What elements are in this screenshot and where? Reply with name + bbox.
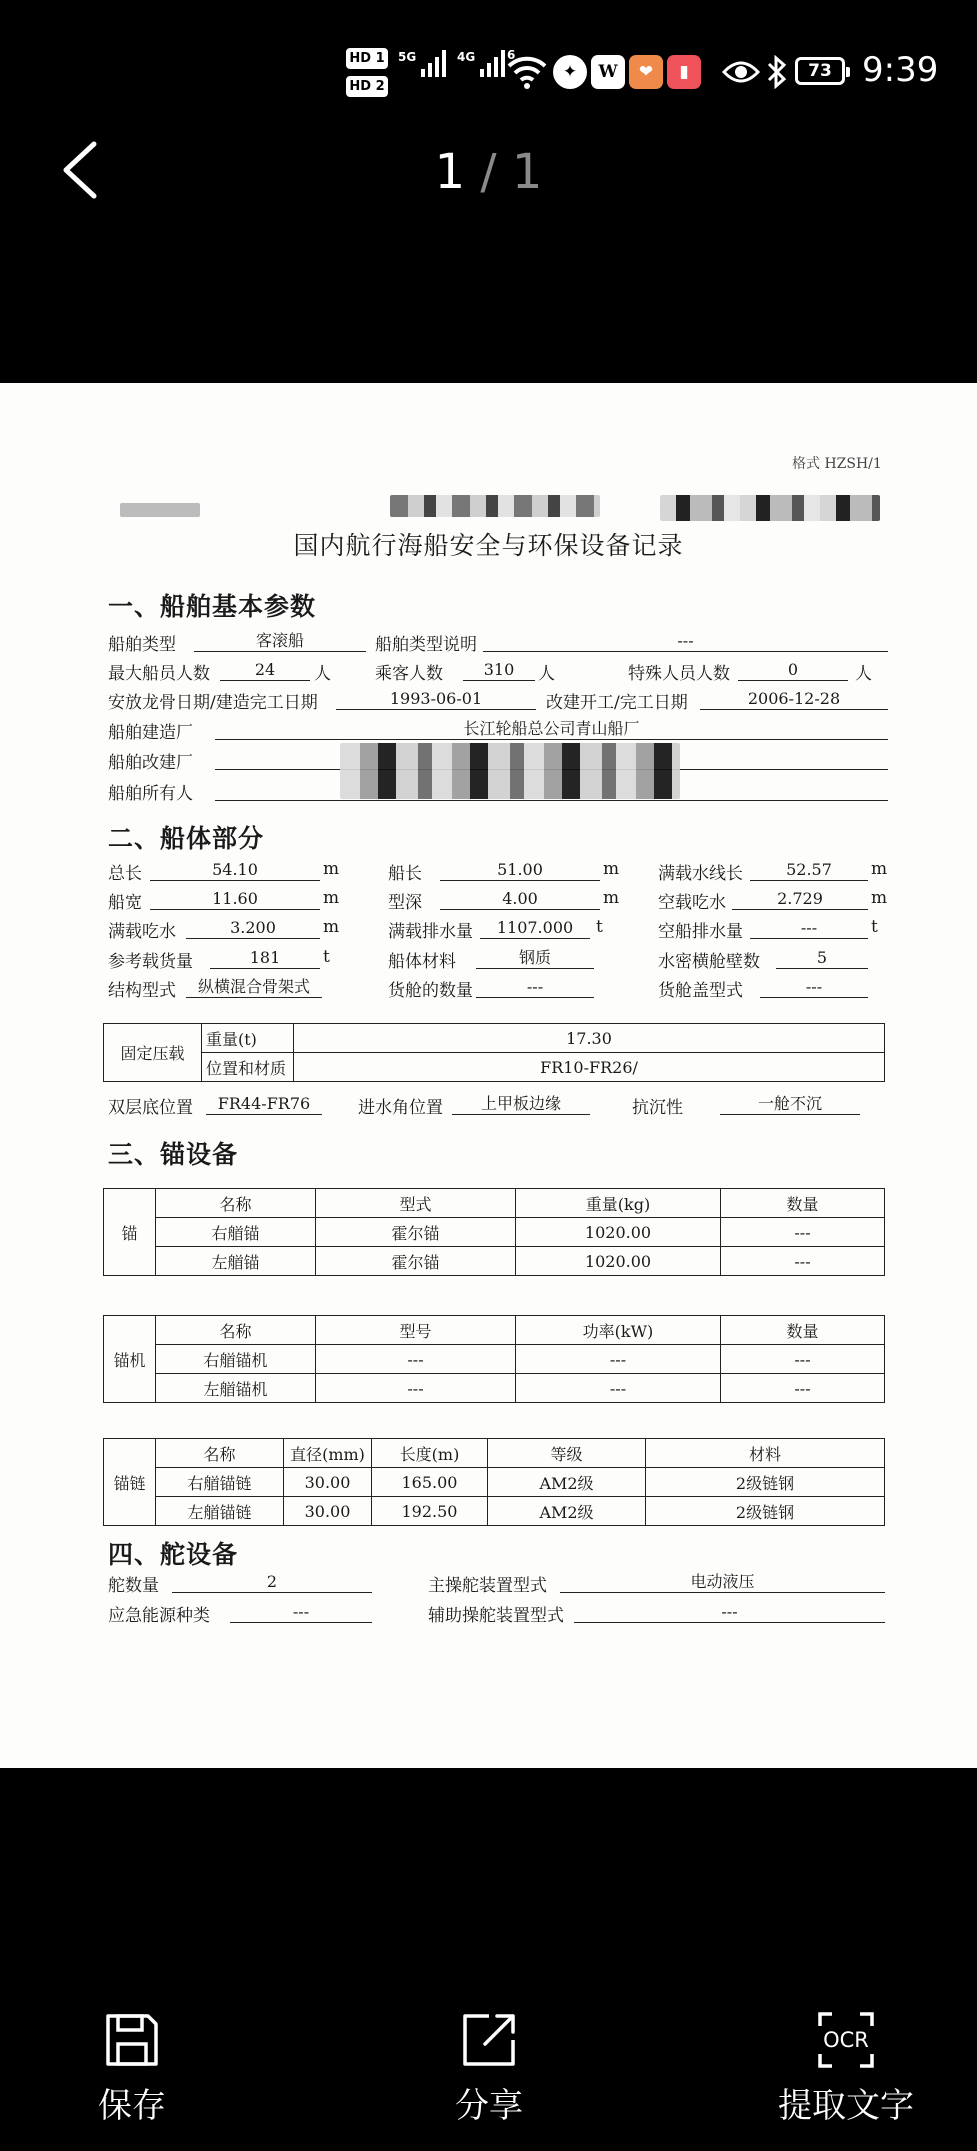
mail-app-icon: ❤ [629,55,663,89]
ship-type-desc-value: --- [483,631,888,652]
table-cell: 2级链钢 [646,1497,885,1526]
save-button[interactable] [52,2010,212,2140]
table-cell: 霍尔锚 [316,1218,516,1247]
table-cell: --- [316,1345,516,1374]
table-cell: --- [316,1374,516,1403]
light-disp-value: --- [750,918,868,939]
redacted-area [390,495,600,517]
special-value: 0 [738,660,848,681]
network-type-2: 4G [457,50,476,64]
table-cell: 右艏锚机 [156,1345,316,1374]
table-cell: 192.50 [372,1497,488,1526]
light-draft-value: 2.729 [732,889,868,910]
redacted-area [340,743,680,799]
full-disp-value: 1107.000 [480,918,590,939]
reader-app-icon: ▮ [667,55,701,89]
table-cell: 霍尔锚 [316,1247,516,1276]
wifi-tag: 6 [507,48,516,62]
save-label: 保存 [98,2086,166,2126]
clock: 9:39 [862,50,939,90]
wl-value: 52.57 [750,860,868,881]
chain-header: 名称 [156,1439,284,1468]
ballast-pos-label: 位置和材质 [202,1053,294,1082]
page-separator: / [480,144,497,200]
loa-label: 总长 [108,864,142,884]
windlass-header: 型号 [316,1316,516,1345]
table-cell: --- [721,1218,885,1247]
table-row [104,1345,885,1374]
wifi-6-icon [505,48,549,92]
unit-person: 人 [314,664,331,684]
extract-text-label: 提取文字 [778,2086,914,2126]
full-draft-label: 满载吃水 [108,922,176,942]
section-4-heading: 四、舵设备 [108,1540,239,1569]
table-cell: 30.00 [284,1497,372,1526]
table-cell: 右艏锚 [156,1218,316,1247]
signal-4g-icon [457,50,505,77]
rudders-label: 舵数量 [108,1576,159,1596]
redacted-area [120,503,200,517]
table-cell: 1020.00 [516,1247,721,1276]
rudders-value: 2 [172,1572,372,1593]
ballast-pos-value: FR10-FR26/ [294,1053,885,1082]
table-cell: AM2级 [488,1468,646,1497]
unit-t: t [871,917,878,937]
max-crew-label: 最大船员人数 [108,664,210,684]
section-3-heading: 三、锚设备 [108,1140,239,1169]
full-draft-value: 3.200 [186,918,320,939]
bottom-toolbar [0,1768,977,2151]
emergency-power-value: --- [230,1602,372,1623]
anchor-header: 名称 [156,1189,316,1218]
windlass-label: 锚机 [104,1316,156,1403]
unit-t: t [323,947,330,967]
anchor-header: 数量 [721,1189,885,1218]
extract-text-button[interactable] [766,2010,926,2140]
lbp-label: 船长 [388,864,422,884]
rebuild-date-value: 2006-12-28 [700,689,888,710]
unit-person: 人 [855,664,872,684]
unit-m: m [323,859,340,879]
hatch-label: 货舱盖型式 [658,981,743,1001]
keel-date-value: 1993-06-01 [336,689,536,710]
network-type-1: 5G [398,50,417,64]
share-icon [459,2010,519,2070]
share-label: 分享 [455,2086,523,2126]
table-cell: 2级链钢 [646,1468,885,1497]
max-crew-value: 24 [220,660,310,681]
chain-header: 等级 [488,1439,646,1468]
builder-value: 长江轮船总公司青山船厂 [215,719,888,740]
chain-table [103,1438,885,1526]
table-cell: 左艏锚机 [156,1374,316,1403]
table-cell: 左艏锚链 [156,1497,284,1526]
table-cell: --- [721,1247,885,1276]
depth-value: 4.00 [440,889,600,910]
app-notification-icon: ✦ [553,55,587,89]
lbp-value: 51.00 [440,860,600,881]
table-cell: 30.00 [284,1468,372,1497]
passengers-label: 乘客人数 [375,664,443,684]
main-steer-label: 主操舵装置型式 [428,1576,547,1596]
unit-t: t [596,917,603,937]
struct-value: 纵横混合骨架式 [186,977,322,998]
table-row [104,1247,885,1276]
document-page [0,383,977,1768]
bulkheads-label: 水密横舱壁数 [658,952,760,972]
windlass-header: 数量 [721,1316,885,1345]
ship-type-desc-label: 船舶类型说明 [375,635,477,655]
windlass-table [103,1315,885,1403]
section-2-heading: 二、船体部分 [108,824,265,853]
chain-header: 材料 [646,1439,885,1468]
status-bar [0,0,977,140]
dbottom-value: FR44-FR76 [206,1094,322,1115]
anchor-header: 型式 [316,1189,516,1218]
table-cell: --- [721,1345,885,1374]
unit-m: m [603,859,620,879]
ballast-weight-label: 重量(t) [202,1024,294,1053]
table-cell: 165.00 [372,1468,488,1497]
holds-value: --- [476,977,594,998]
passengers-value: 310 [463,660,535,681]
ship-type-value: 客滚船 [194,631,366,652]
special-label: 特殊人员人数 [628,664,730,684]
page-indicator [0,142,977,202]
unit-person: 人 [538,664,555,684]
format-code: 格式 HZSH/1 [792,456,882,472]
bluetooth-icon [766,55,788,89]
table-row [104,1468,885,1497]
wps-office-icon: W [591,55,625,89]
unit-m: m [871,888,888,908]
keel-date-label: 安放龙骨日期/建造完工日期 [108,693,318,713]
light-draft-label: 空载吃水 [658,893,726,913]
chain-header: 长度(m) [372,1439,488,1468]
struct-label: 结构型式 [108,981,176,1001]
ballast-table [103,1023,885,1082]
light-disp-label: 空船排水量 [658,922,743,942]
ocr-icon [816,2010,876,2070]
table-cell: --- [516,1345,721,1374]
ship-type-label: 船舶类型 [108,635,176,655]
table-cell: 右艏锚链 [156,1468,284,1497]
document-image-viewer[interactable] [0,383,977,1768]
material-label: 船体材料 [388,952,456,972]
document-title: 国内航行海船安全与环保设备记录 [293,531,684,560]
rebuilder-label: 船舶改建厂 [108,753,193,773]
windlass-header: 名称 [156,1316,316,1345]
unit-m: m [323,917,340,937]
table-cell: AM2级 [488,1497,646,1526]
sink-label: 抗沉性 [632,1098,683,1118]
cargo-value: 181 [210,948,320,969]
signal-5g-icon [398,50,446,77]
depth-label: 型深 [388,893,422,913]
holds-label: 货舱的数量 [388,981,473,1001]
flood-label: 进水角位置 [358,1098,443,1118]
table-cell: --- [516,1374,721,1403]
table-row [104,1374,885,1403]
page-total: 1 [511,144,543,200]
unit-m: m [603,888,620,908]
breadth-value: 11.60 [150,889,320,910]
table-cell: --- [721,1374,885,1403]
section-1-heading: 一、船舶基本参数 [108,592,317,621]
bulkheads-value: 5 [776,948,868,969]
material-value: 钢质 [476,948,594,969]
unit-m: m [871,859,888,879]
chain-label: 锚链 [104,1439,156,1526]
builder-label: 船舶建造厂 [108,723,193,743]
chain-header: 直径(mm) [284,1439,372,1468]
redacted-area [660,495,880,521]
anchor-header: 重量(kg) [516,1189,721,1218]
dbottom-label: 双层底位置 [108,1098,193,1118]
table-row [104,1218,885,1247]
emergency-power-label: 应急能源种类 [108,1606,210,1626]
ballast-label: 固定压载 [104,1024,202,1082]
share-button[interactable] [409,2010,569,2140]
breadth-label: 船宽 [108,893,142,913]
aux-steer-value: --- [574,1602,885,1623]
table-row [104,1497,885,1526]
owner-label: 船舶所有人 [108,784,193,804]
loa-value: 54.10 [150,860,320,881]
main-steer-value: 电动液压 [560,1572,885,1593]
wl-label: 满载水线长 [658,864,743,884]
windlass-header: 功率(kW) [516,1316,721,1345]
table-cell: 1020.00 [516,1218,721,1247]
aux-steer-label: 辅助操舵装置型式 [428,1606,564,1626]
ballast-weight-value: 17.30 [294,1024,885,1053]
hd-voice-1-icon: HD 1 [346,48,388,69]
table-cell: 左艏锚 [156,1247,316,1276]
cargo-label: 参考载货量 [108,952,193,972]
ocr-icon-text: OCR [823,2028,869,2052]
rebuild-date-label: 改建开工/完工日期 [546,693,688,713]
hd-voice-2-icon: HD 2 [346,76,388,97]
hatch-value: --- [760,977,868,998]
full-disp-label: 满载排水量 [388,922,473,942]
unit-m: m [323,888,340,908]
anchor-label: 锚 [104,1189,156,1276]
sink-value: 一舱不沉 [720,1094,860,1115]
anchor-table [103,1188,885,1276]
eye-comfort-icon [722,58,760,86]
battery-icon: 73 [795,57,845,85]
save-icon [102,2010,162,2070]
page-current: 1 [434,144,466,200]
flood-value: 上甲板边缘 [452,1094,590,1115]
